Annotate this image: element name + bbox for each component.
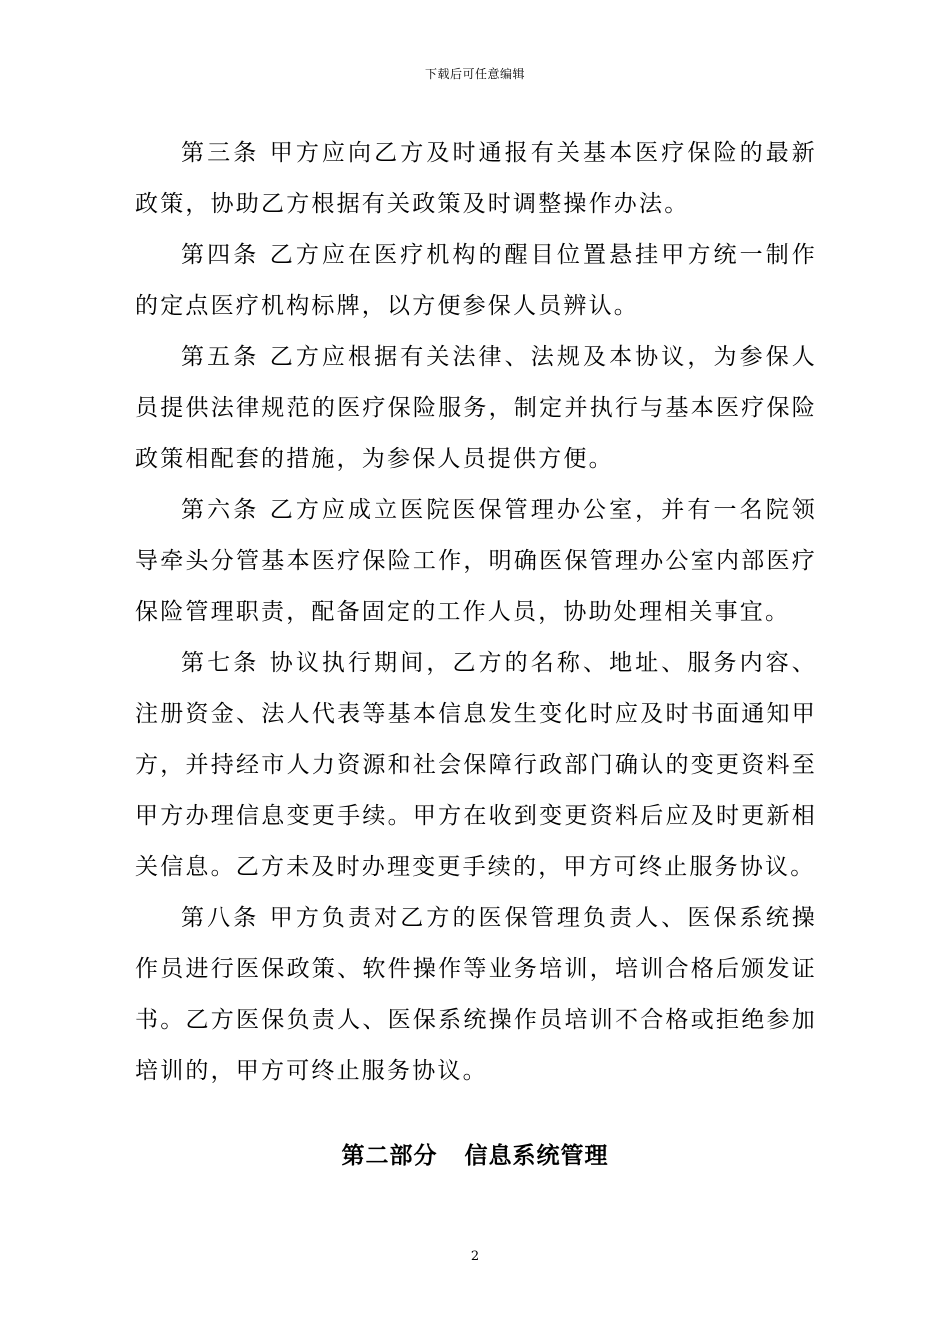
article-8: 第八条 甲方负责对乙方的医保管理负责人、医保系统操作员进行医保政策、软件操作等业务培训，培训合格后颁发证书。乙方医保负责人、医保系统操作员培训不合格或拒绝参加培训的，甲方可终止服务协议。 xyxy=(135,905,817,1084)
article-4: 第四条 乙方应在医疗机构的醒目位置悬挂甲方统一制作的定点医疗机构标牌，以方便参保人员辨认。 xyxy=(135,242,817,319)
header-note: 下载后可任意编辑 xyxy=(424,67,525,81)
article-3: 第三条 甲方应向乙方及时通报有关基本医疗保险的最新政策，协助乙方根据有关政策及时调整操作办法。 xyxy=(135,140,817,217)
section-heading: 第二部分 信息系统管理 xyxy=(341,1143,609,1169)
article-6: 第六条 乙方应成立医院医保管理办公室，并有一名院领导牵头分管基本医疗保险工作，明确医保管理办公室内部医疗保险管理职责，配备固定的工作人员，协助处理相关事宜。 xyxy=(135,497,817,625)
document-body xyxy=(135,128,817,1097)
page-number: 2 xyxy=(470,1249,480,1264)
article-5: 第五条 乙方应根据有关法律、法规及本协议，为参保人员提供法律规范的医疗保险服务，制定并执行与基本医疗保险政策相配套的措施，为参保人员提供方便。 xyxy=(135,344,817,472)
article-7: 第七条 协议执行期间，乙方的名称、地址、服务内容、注册资金、法人代表等基本信息发生变化时应及时书面通知甲方，并持经市人力资源和社会保障行政部门确认的变更资料至甲方办理信息变更手续。甲方在收到变更资料后应及时更新相关信息。乙方未及时办理变更手续的，甲方可终止服务协议。 xyxy=(135,650,817,880)
